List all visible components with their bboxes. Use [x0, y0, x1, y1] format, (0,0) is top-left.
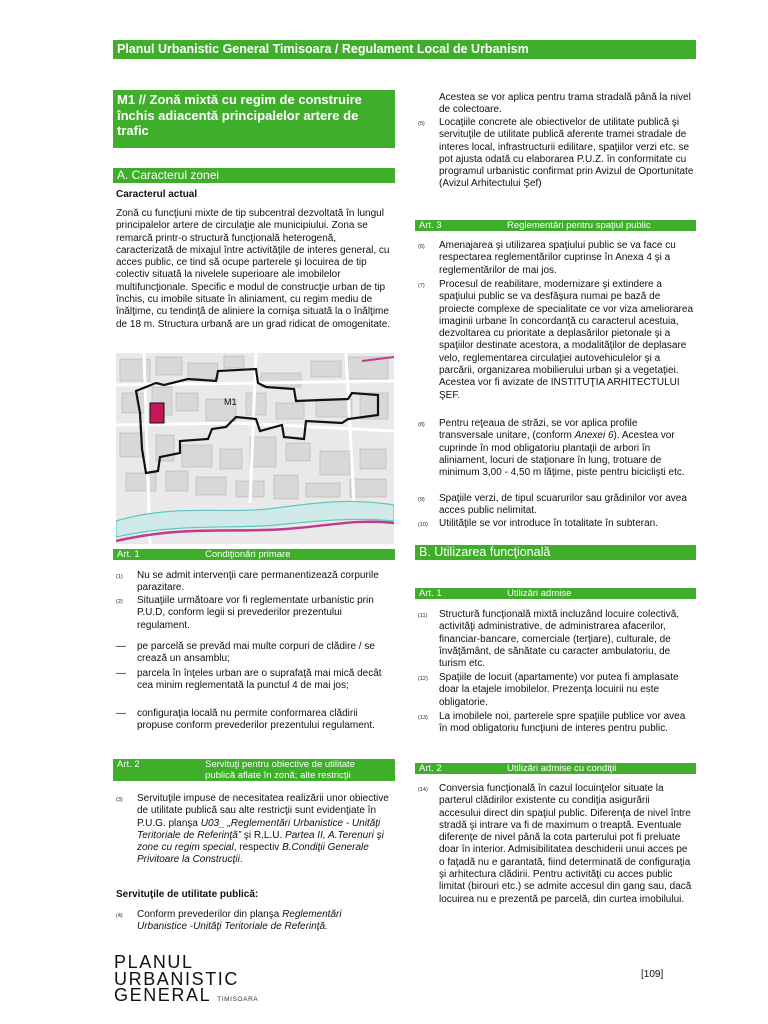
list-item	[116, 570, 392, 595]
item-text: Procesul de reabilitare, modernizare şi extindere a spaţiului public se va desfăşura numai pe bază de proiecte complexe de specialitate ce vor viza ameliorarea imaginii urbane în concordanţă cu caracterul acestuia, dezvoltarea cu prioritate a deplasărilor pietonale şi a spaţiilor destinate acestora, a modalităţilor de deplasare velo, reglementarea circulaţiei autovehiculelor şi a parcării, organizarea mobilierului urban şi a vegetaţiei. Acestea vor fi avizate de INSTITUŢIA ARHITECTULUI ŞEF.	[439, 279, 694, 401]
item-number: (13)	[418, 715, 428, 721]
item-text: Structură funcţională mixtă incluzând locuire colectivă, activităţi administrative, de administrarea afacerilor, financiar-bancare, comerciale (terţiare), culturale, de învăţământ, de sănătate cu caracter ambulatoriu, de turism etc.	[439, 609, 680, 670]
page-header: Planul Urbanistic General Timisoara / Regulament Local de Urbanism	[113, 40, 696, 59]
b-art1-heading	[415, 588, 696, 599]
list-item	[418, 518, 694, 530]
dash-item: — pe parcelă se prevăd mai multe corpuri de clădire / se crează un ansamblu;	[116, 641, 392, 666]
map-zone-label: M1	[224, 397, 237, 407]
continued-text: Acestea se vor aplica pentru trama stradală până la nivel de colectoare.	[439, 92, 691, 116]
item-number: (4)	[116, 913, 123, 919]
list-item	[116, 595, 392, 632]
item-number: (14)	[418, 787, 428, 793]
list-item	[418, 279, 694, 402]
item-number: (7)	[418, 283, 425, 289]
page-number: [109]	[641, 969, 664, 980]
pug-logo	[114, 954, 258, 1009]
item-text: Pentru reţeaua de străzi, se vor aplica profile transversale unitare, (conform Anexei 6). Acestea vor cuprinde în mod obligatoriu plantaţii de arbori în aliniament, locuri de staţionare în lung, trotuare de minimum 3,00 - 4,50 m lăţime, piste pentru biciclişti etc.	[439, 418, 685, 479]
item-text: Nu se admit intervenţii care permanentizează corpurile parazitare.	[137, 570, 379, 594]
art3-heading	[415, 220, 696, 231]
logo-line: URBANISTIC	[114, 968, 240, 989]
item-number: (8)	[418, 422, 425, 428]
item-text: Locaţiile concrete ale obiectivelor de utilitate publică şi servituţile de utilitate publică aferente tramei stradale de interes local, infrastructurii edilitare, spaţiilor verzi etc. se pot ajusta odată cu elaborarea P.U.Z. în conformitate cu programul urbanistic confirmat prin Avizul de Oportunitate (Avizul Arhitectului Şef)	[439, 117, 694, 190]
list-item	[418, 117, 694, 191]
list-item	[418, 418, 694, 479]
list-item	[418, 493, 694, 518]
item-text: Situaţiile următoare vor fi reglementate urbanistic prin P.U.D, conform legii si prevederilor prezentului regulament.	[137, 595, 374, 631]
list-item	[418, 609, 694, 670]
zone-map	[116, 353, 394, 544]
section-a-subtitle: Caracterul actual	[116, 189, 198, 200]
art2-heading	[113, 759, 395, 781]
art2-title-line2: publică aflate în zonă; alte restricţii	[205, 770, 351, 781]
b-art1-number: Art. 1	[419, 588, 442, 599]
art3-title: Reglementări pentru spaţiul public	[507, 220, 651, 231]
item-text: La imobilele noi, parterele spre spaţiile publice vor avea în mod obligatoriu funcţiuni de interes pentru public.	[439, 711, 686, 735]
list-item	[116, 793, 392, 867]
b-art2-number: Art. 2	[419, 763, 442, 774]
item-text: Spaţiile de locuit (apartamente) vor putea fi amplasate doar la etajele imobilelor. Prezenţa locuirii nu este obligatorie.	[439, 672, 679, 708]
dash-item: — parcela în înţeles urban are o suprafaţă mai mică decât cea minim reglementată la punctul 4 de mai jos;	[116, 668, 392, 693]
item-text: Spaţiile verzi, de tipul scuarurilor sau grădinilor vor avea acces public nelimitat.	[439, 493, 687, 517]
logo-subtext: TIMISOARA	[217, 996, 259, 1003]
art1-number: Art. 1	[117, 549, 140, 560]
section-a-heading: A. Caracterul zonei	[113, 168, 395, 183]
item-number: (1)	[116, 574, 123, 580]
art1-title: Condiţionări primare	[205, 549, 291, 560]
item-text: Servituţile impuse de necesitatea realizării unor obiective de utilitate publică sau alte restricţii sunt evidenţiate în P.U.G. planşa U03_ „Reglementări Urbanistice - Unităţi Teritoriale de Referinţă” şi R.L.U. Partea II, A.Terenuri şi zone cu regim special, respectiv B.Condiţii Generale Privitoare la Construcţii.	[137, 793, 389, 866]
dash-text: configuraţia locală nu permite conformarea clădirii propuse conform prevederilor prezentului regulament.	[137, 708, 375, 732]
section-b-heading: B. Utilizarea funcţională	[415, 545, 696, 560]
logo-line: GENERAL	[114, 985, 211, 1005]
b-art2-heading	[415, 763, 696, 774]
item-text: Conversia funcţională în cazul locuinţelor situate la parterul clădirilor existente cu condiţia asigurării accesului direct din spaţiul public. Diferenţa de nivel între stradă şi intrare va fi de maximum o treaptă. Eventuale diferenţe de nivel până la cota parterului pot fi preluate doar în interior. Admisibilitatea deschiderii unui acces pe o faţadă nu e garantată, fiind determinată de configuraţia şi arhitectura clădirii. Pentru activităţi cu acces public limitat (birouri etc.) se admite accesul din gang sau, dacă locuirea nu e prezentă pe parcelă, din curtea imobilului.	[439, 783, 692, 905]
zone-title: M1 // Zonă mixtă cu regim de construire închis adiacentă principalelor artere de trafic	[113, 90, 395, 148]
list-item	[418, 672, 694, 709]
logo-line: PLANUL	[114, 952, 194, 972]
item-text: Conform prevederilor din planşa Reglementări Urbanistice -Unităţi Teritoriale de Referinţă.	[137, 909, 342, 933]
list-item	[418, 711, 694, 736]
art2-number: Art. 2	[117, 759, 140, 770]
item-number: (10)	[418, 522, 428, 528]
servitudes-subheading: Servituţile de utilitate publică:	[116, 889, 259, 900]
art3-number: Art. 3	[419, 220, 442, 231]
item-number: (9)	[418, 497, 425, 503]
list-item	[418, 240, 694, 277]
dash-item: — configuraţia locală nu permite conformarea clădirii propuse conform prevederilor prezentului regulament.	[116, 708, 392, 733]
dash-text: pe parcelă se prevăd mai multe corpuri de clădire / se crează un ansamblu;	[137, 641, 375, 665]
list-item	[418, 783, 694, 906]
item-number: (12)	[418, 676, 428, 682]
b-art1-title: Utilizări admise	[507, 588, 572, 599]
item-number: (3)	[116, 797, 123, 803]
item-number: (11)	[418, 613, 428, 619]
item-text: Amenajarea şi utilizarea spaţiului public se va face cu respectarea reglementărilor cuprinse în Anexa 4 şi a reglementărilor de mai jos.	[439, 240, 676, 276]
item-text: Utilităţile se vor introduce în totalitate în subteran.	[439, 518, 659, 529]
item-number: (5)	[418, 121, 425, 127]
dash-text: parcela în înţeles urban are o suprafaţă mai mică decât cea minim reglementată la punctul 4 de mai jos;	[137, 668, 382, 692]
section-a-paragraph: Zonă cu funcţiuni mixte de tip subcentral dezvoltată în lungul principalelor artere de circulaţie ale municipiului. Zona se remarcă printr-o structură funcţională heterogenă, caracterizată de mixajul între activităţile de interes general, cu acces public, ce tind să ocupe parterele şi locuirea de tip colectiv situată la nivelele superioare ale imobilelor multifuncţionale. Specific e modul de construcţie urban de tip închis, cu imobile situate în aliniament, cu regim mediu de înălţime, cu tendinţă de aliniere la cornişa situată la o înălţime de 18 m. Structura urbană are un grad ridicat de omogenitate.	[116, 208, 391, 330]
list-item	[116, 909, 392, 934]
item-number: (6)	[418, 244, 425, 250]
item-number: (2)	[116, 599, 123, 605]
art2-title-line1: Servituţi pentru obiective de utilitate	[205, 759, 355, 770]
b-art2-title: Utilizări admise cu condiţii	[507, 763, 617, 774]
art1-heading	[113, 549, 395, 560]
